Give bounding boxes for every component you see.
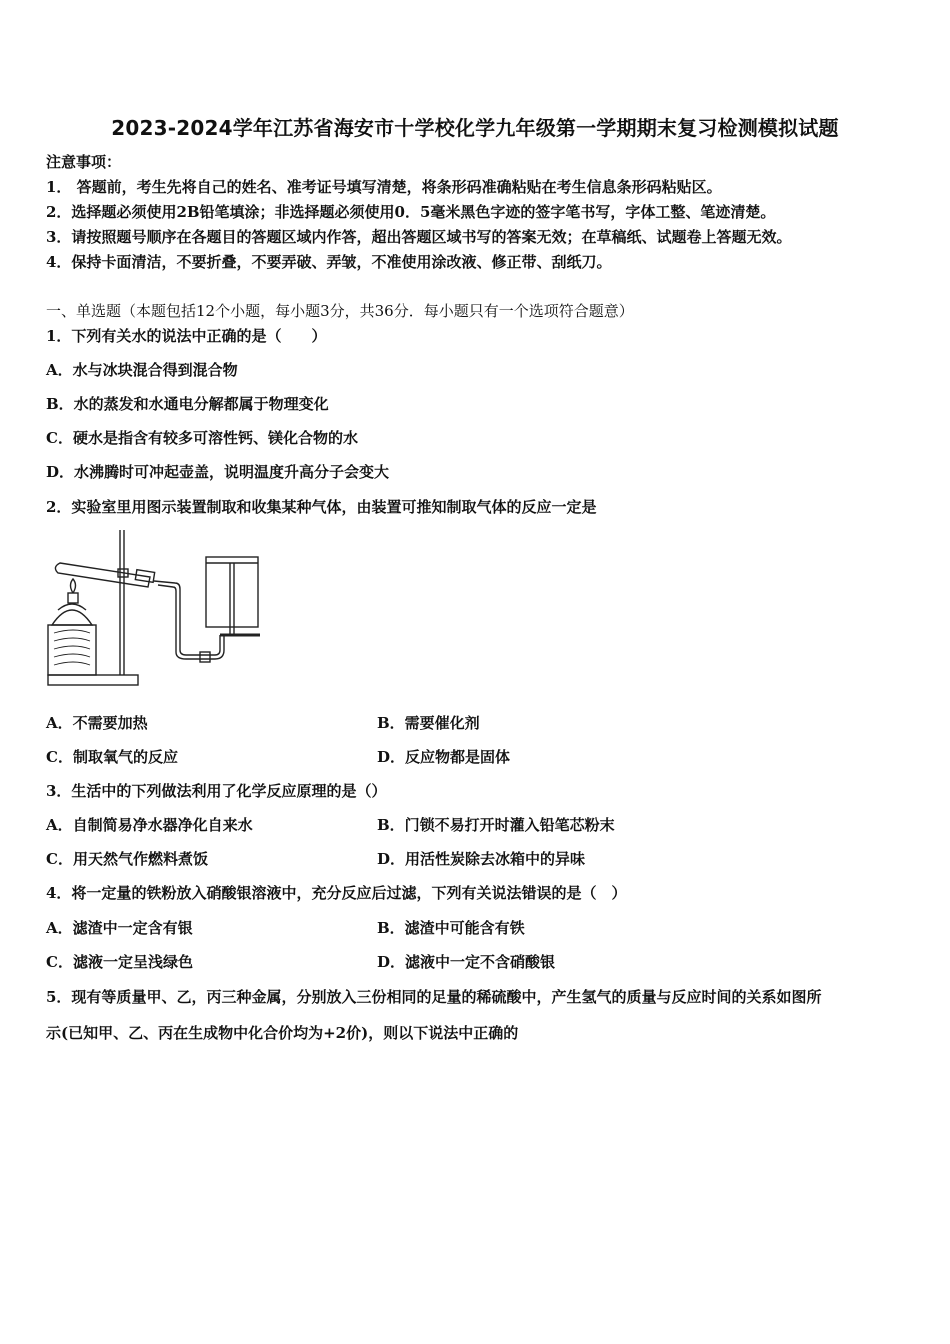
question-stem: 3．生活中的下列做法利用了化学反应原理的是（） bbox=[46, 782, 387, 800]
option-a: A．自制简易净水器净化自来水 bbox=[46, 816, 253, 834]
question-stem: 5．现有等质量甲、乙，丙三种金属，分别放入三份相同的足量的稀硫酸中，产生氢气的质量与反应时间的关系如图所 bbox=[46, 988, 822, 1006]
option-b: B．水的蒸发和水通电分解都属于物理变化 bbox=[46, 395, 329, 413]
notice-heading: 注意事项： bbox=[46, 153, 122, 171]
option-b: B．门锁不易打开时灌入铅笔芯粉末 bbox=[377, 816, 615, 834]
question-stem-continued: 示(已知甲、乙、丙在生成物中化合价均为+2价)，则以下说法中正确的 bbox=[46, 1024, 519, 1042]
option-a: A．滤渣中一定含有银 bbox=[46, 919, 193, 937]
question-stem: 4．将一定量的铁粉放入硝酸银溶液中，充分反应后过滤，下列有关说法错误的是（ ） bbox=[46, 884, 627, 902]
section-heading: 一、单选题（本题包括12个小题，每小题3分，共36分．每小题只有一个选项符合题意） bbox=[46, 302, 634, 320]
question-stem: 2．实验室里用图示装置制取和收集某种气体，由装置可推知制取气体的反应一定是 bbox=[46, 498, 597, 516]
notice-item: 1． 答题前，考生先将自己的姓名、准考证号填写清楚，将条形码准确粘贴在考生信息条形码粘贴区。 bbox=[46, 178, 722, 196]
notice-item: 2．选择题必须使用2B铅笔填涂；非选择题必须使用0．5毫米黑色字迹的签字笔书写，字体工整、笔迹清楚。 bbox=[46, 203, 776, 221]
notice-item: 4．保持卡面清洁，不要折叠，不要弄破、弄皱，不准使用涂改液、修正带、刮纸刀。 bbox=[46, 253, 612, 271]
option-a: A．不需要加热 bbox=[46, 714, 148, 732]
question-stem: 1．下列有关水的说法中正确的是（ ） bbox=[46, 327, 327, 345]
option-b: B．需要催化剂 bbox=[377, 714, 480, 732]
gas-apparatus-figure bbox=[40, 525, 270, 690]
notice-item: 3．请按照题号顺序在各题目的答题区域内作答，超出答题区域书写的答案无效；在草稿纸、试题卷上答题无效。 bbox=[46, 228, 792, 246]
option-c: C．滤液一定呈浅绿色 bbox=[46, 953, 193, 971]
option-d: D．水沸腾时可冲起壶盖，说明温度升高分子会变大 bbox=[46, 463, 390, 481]
option-d: D．用活性炭除去冰箱中的异味 bbox=[377, 850, 586, 868]
option-d: D．滤液中一定不含硝酸银 bbox=[377, 953, 556, 971]
option-c: C．用天然气作燃料煮饭 bbox=[46, 850, 208, 868]
option-d: D．反应物都是固体 bbox=[377, 748, 511, 766]
option-c: C．硬水是指含有较多可溶性钙、镁化合物的水 bbox=[46, 429, 358, 447]
option-b: B．滤渣中可能含有铁 bbox=[377, 919, 525, 937]
option-a: A．水与冰块混合得到混合物 bbox=[46, 361, 238, 379]
option-c: C．制取氧气的反应 bbox=[46, 748, 178, 766]
page-title: 2023-2024学年江苏省海安市十学校化学九年级第一学期期末复习检测模拟试题 bbox=[111, 116, 839, 140]
